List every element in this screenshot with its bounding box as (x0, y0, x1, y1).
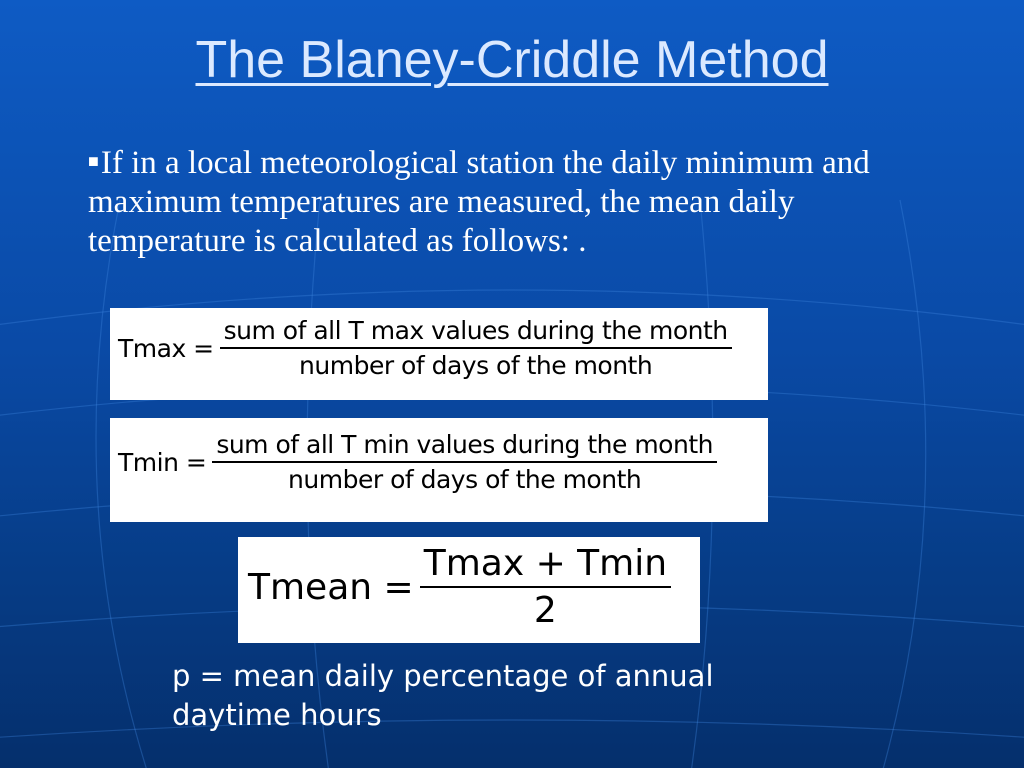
equation-tmax (110, 308, 768, 400)
equation-tmax-lhs: Tmax = (118, 333, 214, 363)
equation-tmax-numerator: sum of all T max values during the month (223, 316, 728, 345)
equation-tmin-content (118, 430, 717, 494)
equation-tmax-denominator: number of days of the month (299, 351, 653, 380)
equation-tmax-content (118, 316, 732, 380)
slide-title: The Blaney-Criddle Method (195, 31, 829, 89)
equation-tmin-denominator: number of days of the month (288, 465, 642, 494)
equation-tmin-lhs: Tmin = (118, 447, 207, 477)
equation-tmean-numerator: Tmax + Tmin (423, 543, 668, 584)
intro-paragraph (88, 142, 918, 261)
bullet-square-icon: ■ (88, 151, 99, 171)
equation-tmax-fraction (220, 316, 732, 380)
equation-tmean-content (248, 543, 671, 631)
note-p-definition: p = mean daily percentage of annual daytime hours (172, 659, 714, 732)
equation-tmin-numerator: sum of all T min values during the month (216, 430, 713, 459)
equation-tmean (238, 537, 700, 643)
equation-tmean-fraction (420, 543, 671, 631)
equation-tmin-fraction (212, 430, 717, 494)
equation-tmean-lhs: Tmean = (248, 566, 414, 608)
equation-tmean-denominator: 2 (533, 590, 557, 631)
equation-tmin (110, 418, 768, 522)
intro-paragraph-text: If in a local meteorological station the daily minimum and maximum temperatures are measured, the mean daily temperature is calculated as follows: . (88, 145, 870, 259)
